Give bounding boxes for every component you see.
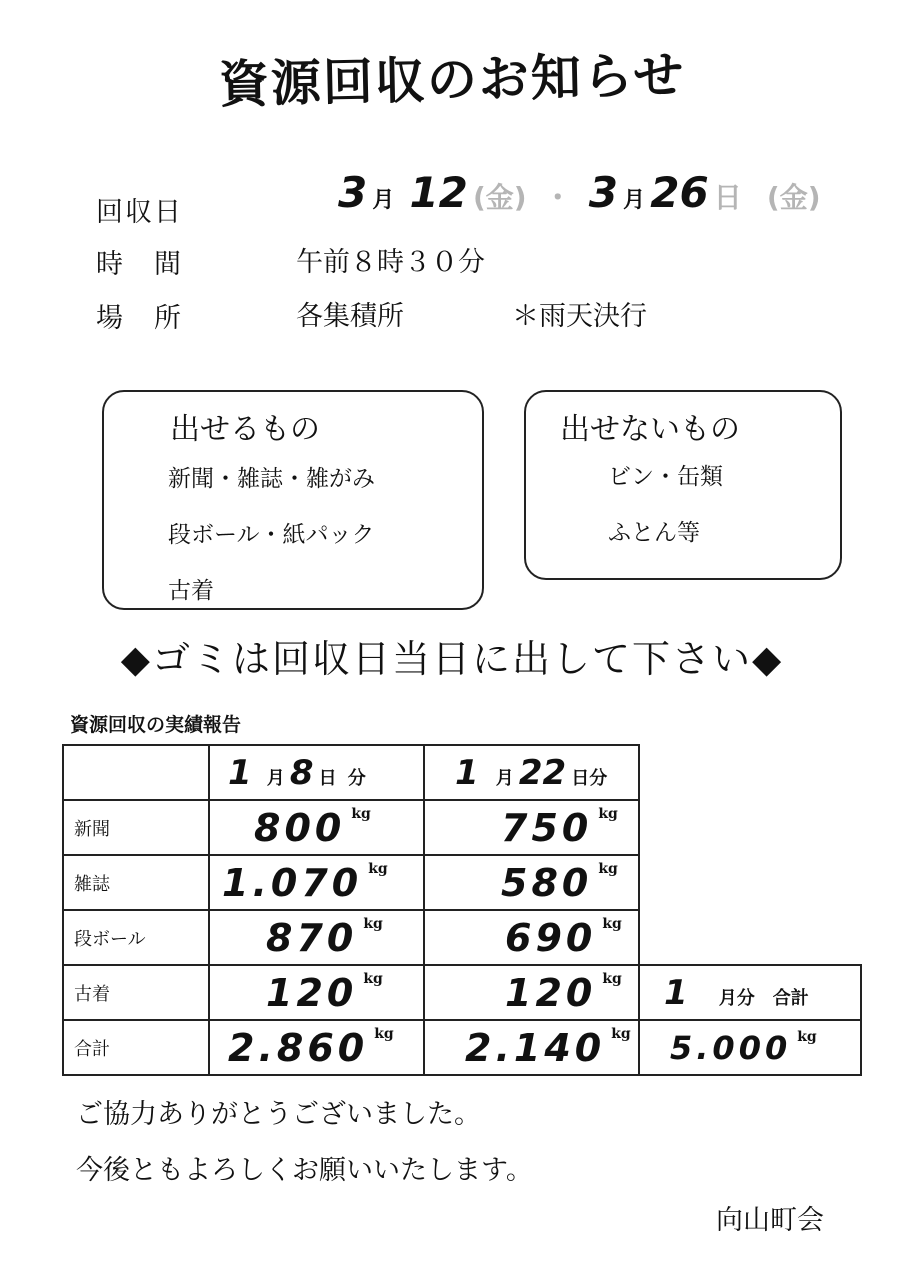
unit: kg	[598, 860, 618, 877]
row-label: 合計	[63, 1020, 209, 1075]
date1-month-unit: 月	[372, 188, 395, 213]
row-label: 雑誌	[63, 855, 209, 910]
empty-cell	[639, 800, 861, 855]
row-label: 新聞	[63, 800, 209, 855]
col1-suffix: 分	[347, 767, 366, 789]
header-blank-cell	[63, 745, 209, 800]
date2-day-unit: 日	[713, 181, 742, 214]
unit: kg	[602, 970, 622, 987]
value: 2.140	[465, 1025, 606, 1070]
empty-cell	[639, 855, 861, 910]
value-cell	[424, 1020, 639, 1075]
col2-day-unit: 日分	[571, 767, 608, 789]
rain-note: ＊雨天決行	[512, 301, 647, 332]
col2-month: 1	[455, 752, 479, 793]
unit: kg	[374, 1025, 394, 1042]
time-label: 時 間	[96, 249, 183, 280]
table-header-row	[63, 745, 861, 800]
col2-month-unit: 月	[495, 767, 514, 789]
value: 690	[505, 915, 597, 960]
unit: kg	[598, 805, 618, 822]
unit: kg	[351, 805, 371, 822]
value: 580	[501, 860, 593, 905]
thanks-line: ご協力ありがとうございました。	[76, 1099, 481, 1130]
empty-cell	[639, 910, 861, 965]
value-cell	[424, 855, 639, 910]
col1-month-unit: 月	[266, 767, 285, 789]
col1-month: 1	[228, 752, 252, 793]
row-label: 古着	[63, 965, 209, 1020]
date1-day: 12	[409, 168, 468, 217]
row-label: 段ボール	[63, 910, 209, 965]
value-cell	[209, 910, 424, 965]
date1-month: 3	[338, 168, 368, 217]
allowed-item: 段ボール・紙パック	[168, 522, 375, 548]
prohibited-items-box	[524, 390, 842, 580]
value-cell	[209, 965, 424, 1020]
allowed-item: 古着	[168, 578, 214, 604]
date2-month-unit: 月	[623, 188, 646, 213]
table-row	[63, 800, 861, 855]
value-cell	[424, 800, 639, 855]
prohibited-item: ふとん等	[608, 520, 700, 546]
place-label: 場 所	[96, 303, 183, 334]
value-cell	[424, 910, 639, 965]
col2-header	[424, 745, 639, 800]
date-separator: ・	[543, 181, 572, 214]
unit: kg	[797, 1028, 817, 1045]
unit: kg	[368, 860, 388, 877]
time-value: 午前８時３０分	[296, 247, 485, 278]
col1-day-unit: 日	[318, 767, 337, 789]
monthly-month: 1	[664, 972, 688, 1013]
allowed-item: 新聞・雑誌・雑がみ	[168, 466, 375, 492]
monthly-total-value: 5.000	[670, 1028, 792, 1067]
value-cell	[209, 800, 424, 855]
collection-dates	[338, 168, 821, 217]
col1-header	[209, 745, 424, 800]
table-row	[63, 1020, 861, 1075]
unit: kg	[363, 915, 383, 932]
date2-month: 3	[588, 168, 619, 217]
table-row	[63, 965, 861, 1020]
value: 750	[501, 805, 593, 850]
page-title: 資源回収のお知らせ	[218, 46, 686, 114]
value-cell	[424, 965, 639, 1020]
value-cell	[209, 1020, 424, 1075]
value: 800	[254, 805, 346, 850]
prohibited-item: ビン・缶類	[608, 464, 723, 490]
unit: kg	[363, 970, 383, 987]
report-table	[62, 744, 862, 1076]
unit: kg	[611, 1025, 631, 1042]
date2-weekday: (金)	[766, 181, 821, 214]
closing-line: 今後ともよろしくお願いいたします。	[76, 1155, 533, 1186]
unit: kg	[602, 915, 622, 932]
notice-banner: ◆ゴミは回収日当日に出して下さい◆	[120, 637, 784, 681]
prohibited-items-title: 出せないもの	[560, 412, 740, 447]
date2-day: 26	[650, 168, 709, 217]
col2-day: 22	[518, 752, 567, 793]
col1-day: 8	[289, 752, 314, 793]
monthly-label: 月分 合計	[718, 987, 809, 1009]
value: 1.070	[222, 860, 363, 905]
empty-cell	[639, 745, 861, 800]
signature: 向山町会	[716, 1205, 824, 1236]
date1-weekday: (金)	[472, 181, 527, 214]
place-value: 各集積所	[296, 301, 404, 332]
table-row	[63, 855, 861, 910]
value: 870	[266, 915, 358, 960]
allowed-items-box	[102, 390, 484, 610]
value: 120	[266, 970, 358, 1015]
report-title: 資源回収の実績報告	[70, 714, 242, 736]
monthly-total-header	[639, 965, 861, 1020]
collection-date-label: 回収日	[96, 197, 183, 228]
value-cell	[209, 855, 424, 910]
table-row	[63, 910, 861, 965]
monthly-total-cell	[639, 1020, 861, 1075]
value: 120	[505, 970, 597, 1015]
allowed-items-title: 出せるもの	[170, 412, 320, 447]
value: 2.860	[228, 1025, 369, 1070]
